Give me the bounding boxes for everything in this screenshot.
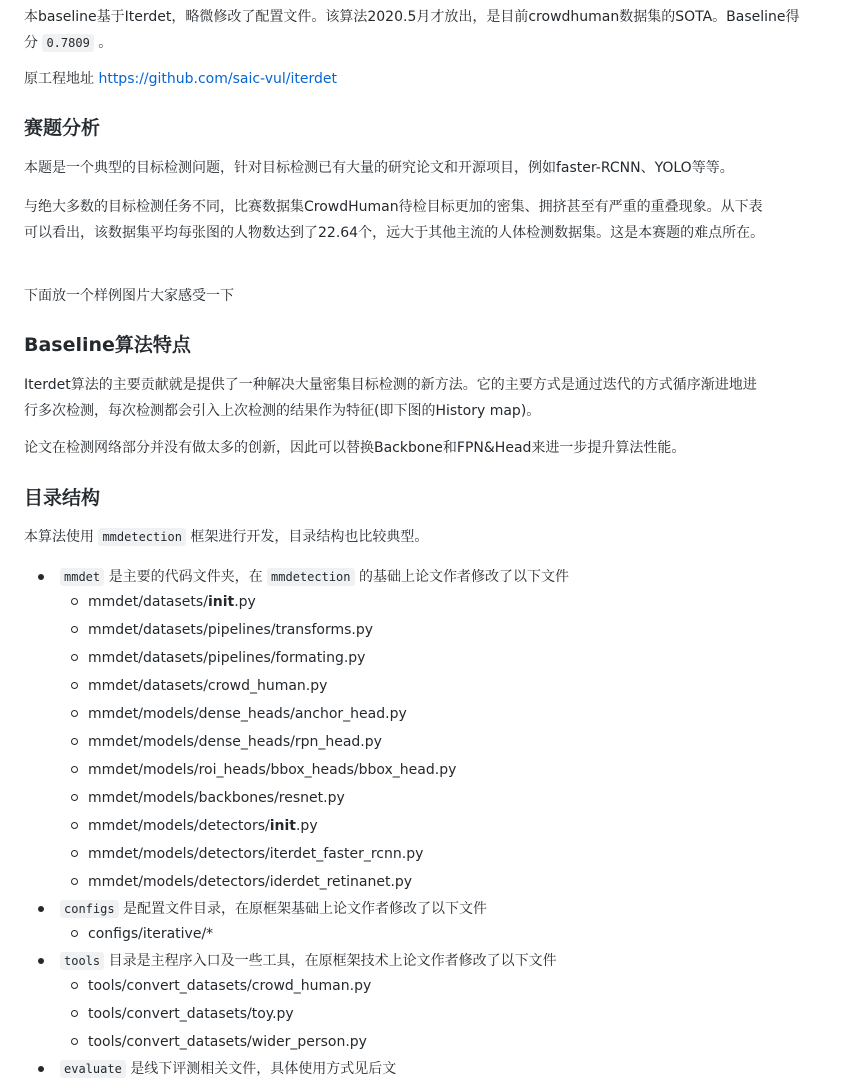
- file-path: mmdet/models/detectors/iterdet_faster_rcnn.py: [88, 846, 424, 862]
- structure-intro: [24, 524, 860, 550]
- structure-intro-suffix: 框架进行开发，目录结构也比较典型。: [185, 529, 429, 545]
- bullet-circle: [71, 982, 78, 989]
- baseline-paragraph-2: 论文在检测网络部分并没有做太多的创新，因此可以替换Backbone和FPN&Head来进一步提升算法性能。: [24, 440, 686, 456]
- bullet-disc: [38, 958, 44, 964]
- bullet-circle: [71, 878, 78, 885]
- file-item: [88, 1003, 294, 1025]
- bullet-circle: [71, 682, 78, 689]
- bullet-circle: [71, 1038, 78, 1045]
- file-path: mmdet/models/dense_heads/rpn_head.py: [88, 734, 382, 750]
- list-item-code: tools: [60, 952, 104, 970]
- repo-label: 原工程地址: [24, 71, 99, 87]
- file-path: mmdet/models/detectors/: [88, 818, 270, 834]
- baseline-paragraph-1-line-1: Iterdet算法的主要贡献就是提供了一种解决大量密集目标检测的新方法。它的主要方式是通过迭代的方式循序渐进地进: [24, 377, 757, 393]
- heading-baseline: Baseline算法特点: [24, 334, 191, 356]
- bullet-disc: [38, 1066, 44, 1072]
- file-item: [88, 731, 382, 753]
- bullet-disc: [38, 574, 44, 580]
- file-path: mmdet/models/detectors/iderdet_retinanet.py: [88, 874, 413, 890]
- list-item-text: 是线下评测相关文件，具体使用方式见后文: [125, 1061, 397, 1077]
- list-item-code: configs: [60, 900, 119, 918]
- file-item: [88, 787, 345, 809]
- bullet-circle: [71, 710, 78, 717]
- bullet-circle: [71, 654, 78, 661]
- analysis-paragraph-2: [24, 194, 860, 246]
- baseline-score: 0.7809: [42, 34, 93, 52]
- bullet-circle: [71, 850, 78, 857]
- list-item-code: evaluate: [60, 1060, 126, 1078]
- list-item-configs: [60, 898, 487, 920]
- bullet-circle: [71, 822, 78, 829]
- bullet-circle: [71, 1010, 78, 1017]
- structure-intro-prefix: 本算法使用: [24, 529, 99, 545]
- bullet-circle: [71, 930, 78, 937]
- file-path: mmdet/datasets/: [88, 594, 208, 610]
- file-path-suffix: .py: [295, 818, 318, 834]
- file-item: [88, 647, 365, 669]
- list-item-text: 目录是主程序入口及一些工具，在原框架技术上论文作者修改了以下文件: [104, 953, 557, 969]
- heading-analysis: 赛题分析: [24, 117, 101, 139]
- intro-line-2: [24, 30, 860, 56]
- analysis-paragraph-3: 下面放一个样例图片大家感受一下: [24, 288, 234, 304]
- baseline-paragraph-1: [24, 372, 860, 424]
- list-item-code: mmdet: [60, 568, 104, 586]
- file-path: mmdet/models/backbones/resnet.py: [88, 790, 345, 806]
- analysis-paragraph-1: 本题是一个典型的目标检测问题，针对目标检测已有大量的研究论文和开源项目，例如faster-RCNN、YOLO等等。: [24, 160, 734, 176]
- bullet-circle: [71, 794, 78, 801]
- analysis-paragraph-2-line-2: 可以看出，该数据集平均每张图的人物数达到了22.64个，远大于其他主流的人体检测数据集。这是本赛题的难点所在。: [24, 225, 765, 241]
- file-item: [88, 815, 318, 837]
- list-item-text: 是主要的代码文件夹，在: [104, 569, 268, 585]
- list-item-mmdet: [60, 566, 569, 588]
- file-path: mmdet/models/roi_heads/bbox_heads/bbox_head.py: [88, 762, 457, 778]
- file-item: [88, 923, 213, 945]
- bullet-circle: [71, 738, 78, 745]
- bullet-circle: [71, 598, 78, 605]
- file-item: [88, 843, 423, 865]
- file-path-bold: init: [207, 594, 235, 610]
- file-item: [88, 759, 456, 781]
- file-item: [88, 975, 371, 997]
- list-item-evaluate: [60, 1058, 396, 1080]
- list-item-text: 是配置文件目录，在原框架基础上论文作者修改了以下文件: [118, 901, 488, 917]
- file-item: [88, 619, 373, 641]
- file-item: [88, 675, 327, 697]
- file-path: configs/iterative/*: [88, 926, 214, 942]
- heading-structure: 目录结构: [24, 487, 101, 509]
- repo-paragraph: [24, 66, 860, 92]
- baseline-paragraph-1-line-2: 行多次检测，每次检测都会引入上次检测的结果作为特征(即下图的History map)。: [24, 403, 541, 419]
- file-item: [88, 703, 407, 725]
- bullet-disc: [38, 906, 44, 912]
- repo-link[interactable]: https://github.com/saic-vul/iterdet: [98, 71, 337, 87]
- intro-paragraph: [24, 4, 860, 56]
- file-path: tools/convert_datasets/crowd_human.py: [88, 978, 372, 994]
- file-path: tools/convert_datasets/toy.py: [88, 1006, 294, 1022]
- intro-line-2-suffix: 。: [93, 35, 113, 51]
- intro-line-2-prefix: 分: [24, 35, 43, 51]
- file-path: tools/convert_datasets/wider_person.py: [88, 1034, 367, 1050]
- list-item-text-2: 的基础上论文作者修改了以下文件: [354, 569, 569, 585]
- file-item: [88, 1031, 367, 1053]
- file-path-suffix: .py: [234, 594, 256, 610]
- file-item: [88, 591, 256, 613]
- intro-line-1: 本baseline基于Iterdet，略微修改了配置文件。该算法2020.5月才放出，是目前crowdhuman数据集的SOTA。Baseline得: [24, 9, 800, 25]
- file-path: mmdet/models/dense_heads/anchor_head.py: [88, 706, 407, 722]
- file-path: mmdet/datasets/pipelines/formating.py: [88, 650, 366, 666]
- file-item: [88, 871, 412, 893]
- bullet-circle: [71, 626, 78, 633]
- bullet-circle: [71, 766, 78, 773]
- list-item-code-2: mmdetection: [267, 568, 354, 586]
- structure-intro-code: mmdetection: [98, 528, 185, 546]
- file-path: mmdet/datasets/pipelines/transforms.py: [88, 622, 374, 638]
- list-item-tools: [60, 950, 557, 972]
- analysis-paragraph-2-line-1: 与绝大多数的目标检测任务不同，比赛数据集CrowdHuman待检目标更加的密集、拥挤甚至有严重的重叠现象。从下表: [24, 199, 763, 215]
- file-path-bold: init: [269, 818, 296, 834]
- file-path: mmdet/datasets/crowd_human.py: [88, 678, 328, 694]
